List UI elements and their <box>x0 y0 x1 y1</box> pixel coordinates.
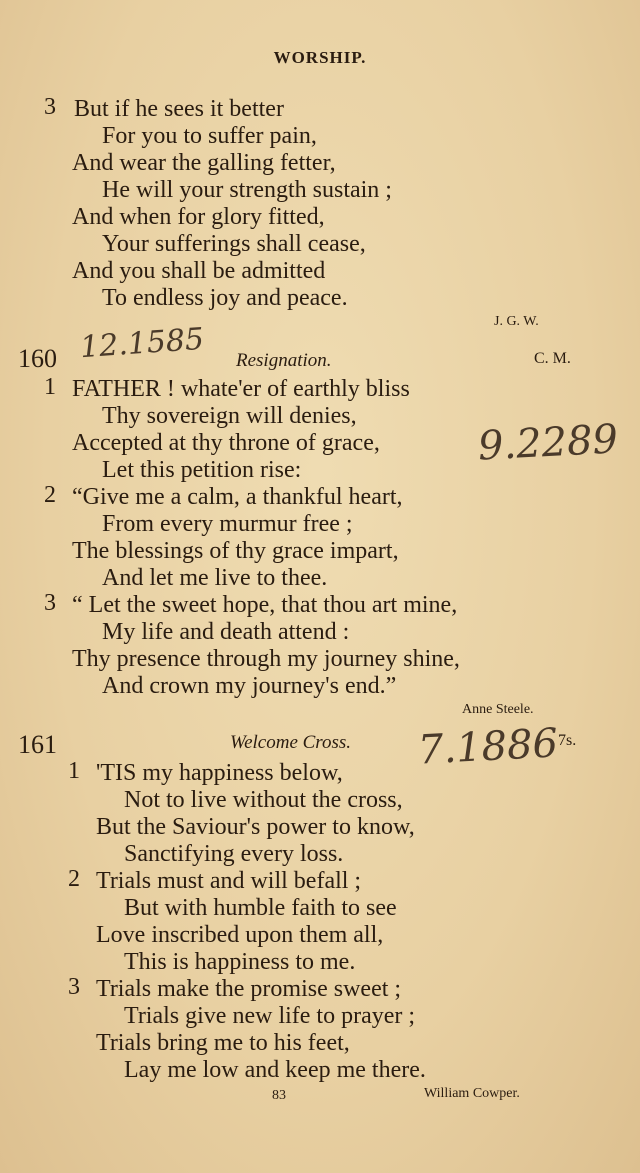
handwritten-annotation: 9.2289 <box>476 416 620 470</box>
hymn-title: Resignation. <box>236 350 332 371</box>
verse-line: Trials make the promise sweet ; <box>96 976 402 1002</box>
verse-line: Love inscribed upon them all, <box>96 922 384 948</box>
verse-line: And you shall be admitted <box>72 258 326 284</box>
hymn-meter: C. M. <box>534 350 571 367</box>
verse-line: But the Saviour's power to know, <box>96 814 415 840</box>
verse-line: He will your strength sustain ; <box>102 177 392 203</box>
stanza-number: 1 <box>68 758 80 784</box>
verse-line: The blessings of thy grace impart, <box>72 538 399 564</box>
stanza-number: 3 <box>68 974 80 1000</box>
hymn-author: Anne Steele. <box>462 702 534 717</box>
verse-line: Not to live without the cross, <box>124 787 403 813</box>
verse-line: “ Let the sweet hope, that thou art mine, <box>72 592 458 618</box>
verse-line: And crown my journey's end.” <box>102 673 397 699</box>
verse-line: Sanctifying every loss. <box>124 841 344 867</box>
hymn-title: Welcome Cross. <box>230 732 352 753</box>
verse-line: My life and death attend : <box>102 619 350 645</box>
verse-line: But if he sees it better <box>74 96 284 122</box>
verse-line: But with humble faith to see <box>124 895 397 921</box>
verse-line: “Give me a calm, a thankful heart, <box>72 484 403 510</box>
verse-line: Let this petition rise: <box>102 457 302 483</box>
running-head: WORSHIP. <box>273 48 367 67</box>
verse-line: Trials must and will befall ; <box>96 868 362 894</box>
verse-line: And when for glory fitted, <box>72 204 325 230</box>
verse-line: Thy presence through my journey shine, <box>72 646 460 672</box>
verse-line: And let me live to thee. <box>102 565 328 591</box>
verse-line: 'TIS my happiness below, <box>96 760 343 786</box>
hymn-author: J. G. W. <box>494 314 539 329</box>
verse-line: And wear the galling fetter, <box>72 150 336 176</box>
stanza-number: 2 <box>68 866 80 892</box>
verse-line: Lay me low and keep me there. <box>124 1057 426 1083</box>
stanza-number: 1 <box>44 374 56 400</box>
verse-line: To endless joy and peace. <box>102 285 348 311</box>
hymn-author: William Cowper. <box>424 1086 520 1101</box>
hymn-number: 161 <box>18 730 57 759</box>
stanza-number: 2 <box>44 482 56 508</box>
verse-line: Accepted at thy throne of grace, <box>72 430 380 456</box>
verse-line: Trials give new life to prayer ; <box>124 1003 416 1029</box>
hymn-number: 160 <box>18 344 57 373</box>
handwritten-annotation: 12.1585 <box>78 321 206 366</box>
verse-line: Trials bring me to his feet, <box>96 1030 350 1056</box>
verse-line: This is happiness to me. <box>124 949 356 975</box>
verse-line: For you to suffer pain, <box>102 123 317 149</box>
verse-line: FATHER ! whate'er of earthly bliss <box>72 376 410 402</box>
stanza-number: 3 <box>44 590 56 616</box>
verse-line: Your sufferings shall cease, <box>102 231 366 257</box>
hymn-meter: 7s. <box>558 732 577 749</box>
stanza-number: 3 <box>44 94 56 120</box>
verse-line: From every murmur free ; <box>102 511 353 537</box>
verse-line: Thy sovereign will denies, <box>102 403 357 429</box>
page-number: 83 <box>272 1088 286 1103</box>
handwritten-annotation: 7.1886 <box>416 720 560 774</box>
